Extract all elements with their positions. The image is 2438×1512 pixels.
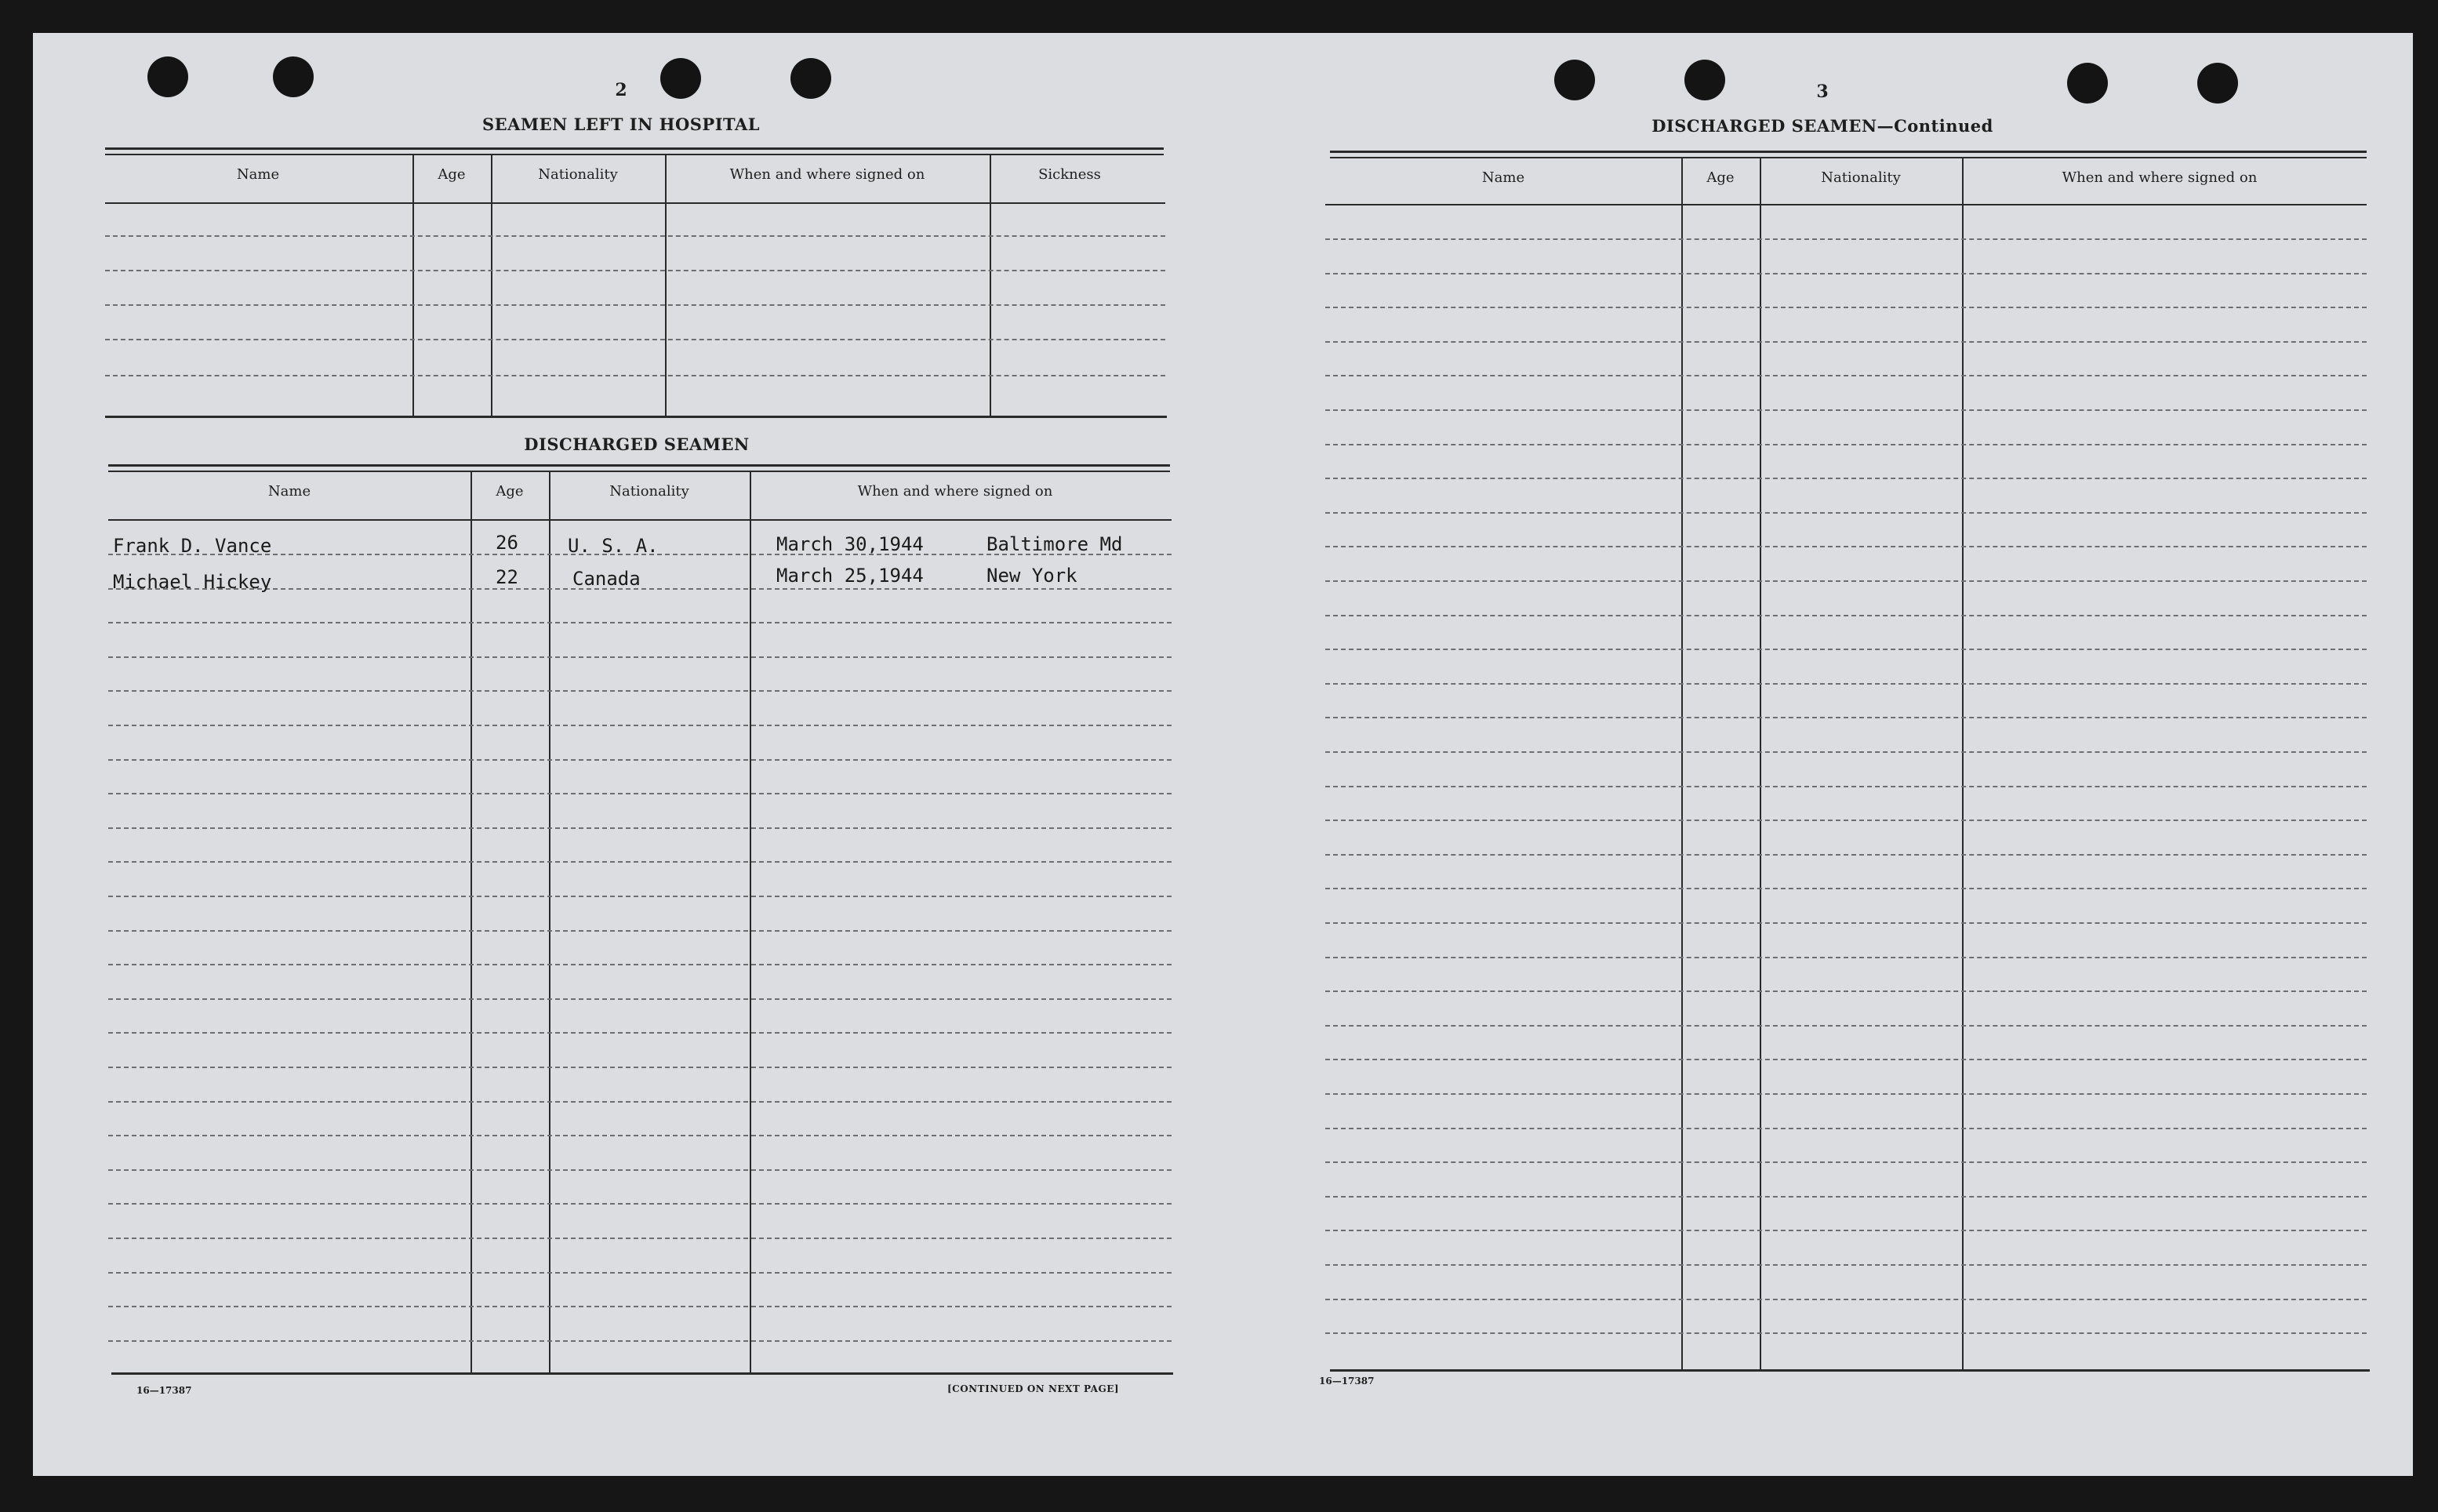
ruled-line <box>1325 1299 2367 1300</box>
ruled-line <box>1325 512 2367 514</box>
ruled-line <box>1325 1093 2367 1095</box>
ruled-line <box>1325 820 2367 821</box>
document-sheet <box>33 33 2413 1476</box>
ruled-line <box>108 1101 1172 1103</box>
discharged-continued-title: DISCHARGED SEAMEN—Continued <box>1651 116 1993 136</box>
ruled-line <box>1325 1196 2367 1198</box>
continued-col-age: Age <box>1706 169 1735 186</box>
ruled-line <box>1325 375 2367 376</box>
page-number: 3 <box>1816 82 1829 102</box>
ruled-line <box>1325 307 2367 308</box>
ruled-line <box>1325 478 2367 479</box>
ruled-line <box>1325 683 2367 685</box>
col-header-age: Age <box>438 166 466 183</box>
left-page <box>33 33 1225 1476</box>
ruled-line <box>1325 922 2367 924</box>
ruled-line <box>1325 1128 2367 1129</box>
ruled-line <box>1325 1025 2367 1027</box>
discharged-section-title: DISCHARGED SEAMEN <box>524 434 750 454</box>
col-header-signed-on: When and where signed on <box>729 166 925 183</box>
ruled-line <box>108 793 1172 794</box>
ruled-line <box>1325 957 2367 958</box>
ruled-line <box>1325 273 2367 274</box>
entry-nationality: U. S. A. <box>568 535 659 557</box>
ruled-line <box>1325 1230 2367 1231</box>
ruled-line <box>108 1067 1172 1068</box>
ruled-line <box>108 690 1172 692</box>
ruled-line <box>1325 409 2367 411</box>
ruled-line <box>1325 649 2367 650</box>
entry-name: Michael Hickey <box>113 571 272 593</box>
ruled-line <box>108 1306 1172 1307</box>
ruled-line <box>108 1169 1172 1171</box>
continued-col-signed-on: When and where signed on <box>2062 169 2258 186</box>
entry-name: Frank D. Vance <box>113 535 272 557</box>
ruled-line <box>108 930 1172 932</box>
ruled-line <box>1325 1059 2367 1060</box>
form-number: 16—17387 <box>136 1385 192 1396</box>
col-header-sickness: Sickness <box>1038 166 1101 183</box>
hospital-section-title: SEAMEN LEFT IN HOSPITAL <box>481 114 761 134</box>
discharged-col-signed-on: When and where signed on <box>857 483 1053 500</box>
ruled-line <box>1325 1332 2367 1334</box>
page-number: 2 <box>615 80 627 100</box>
ruled-line <box>1325 1264 2367 1266</box>
ruled-line <box>1325 341 2367 343</box>
ruled-line <box>108 1272 1172 1274</box>
ruled-line <box>108 1203 1172 1205</box>
ruled-line <box>108 1340 1172 1342</box>
entry-place: Baltimore Md <box>986 533 1123 555</box>
entry-age: 26 <box>496 532 518 554</box>
continued-col-nationality: Nationality <box>1821 169 1901 186</box>
ruled-line <box>1325 717 2367 718</box>
discharged-col-name: Name <box>267 483 311 500</box>
ruled-line <box>108 964 1172 965</box>
ruled-line <box>1325 238 2367 240</box>
ruled-line <box>108 896 1172 897</box>
continued-col-name: Name <box>1481 169 1525 186</box>
ruled-line <box>1325 751 2367 753</box>
col-header-nationality: Nationality <box>538 166 618 183</box>
ruled-line <box>1325 786 2367 787</box>
discharged-col-age: Age <box>496 483 524 500</box>
ruled-line <box>1325 990 2367 992</box>
entry-nationality: Canada <box>572 568 641 590</box>
ruled-line <box>1325 444 2367 445</box>
ruled-line <box>108 759 1172 761</box>
right-page <box>1225 33 2413 1476</box>
entry-age: 22 <box>496 566 518 588</box>
form-number: 16—17387 <box>1319 1376 1375 1387</box>
ruled-line <box>108 622 1172 623</box>
ruled-line <box>108 998 1172 1000</box>
ruled-line <box>1325 1161 2367 1163</box>
ruled-line <box>108 725 1172 726</box>
col-header-name: Name <box>236 166 280 183</box>
ruled-line <box>1325 854 2367 856</box>
ruled-line <box>108 827 1172 829</box>
ruled-line <box>1325 580 2367 582</box>
ruled-line <box>108 861 1172 863</box>
ruled-line <box>108 1238 1172 1239</box>
ruled-line <box>1325 615 2367 616</box>
entry-date: March 25,1944 <box>776 565 924 587</box>
discharged-col-nationality: Nationality <box>609 483 689 500</box>
ruled-line <box>108 1032 1172 1034</box>
entry-place: New York <box>986 565 1077 587</box>
ruled-line <box>1325 888 2367 889</box>
ruled-line <box>1325 546 2367 547</box>
ruled-line <box>108 1135 1172 1136</box>
entry-date: March 30,1944 <box>776 533 924 555</box>
continued-note: [CONTINUED ON NEXT PAGE] <box>947 1383 1120 1394</box>
ruled-line <box>108 656 1172 658</box>
